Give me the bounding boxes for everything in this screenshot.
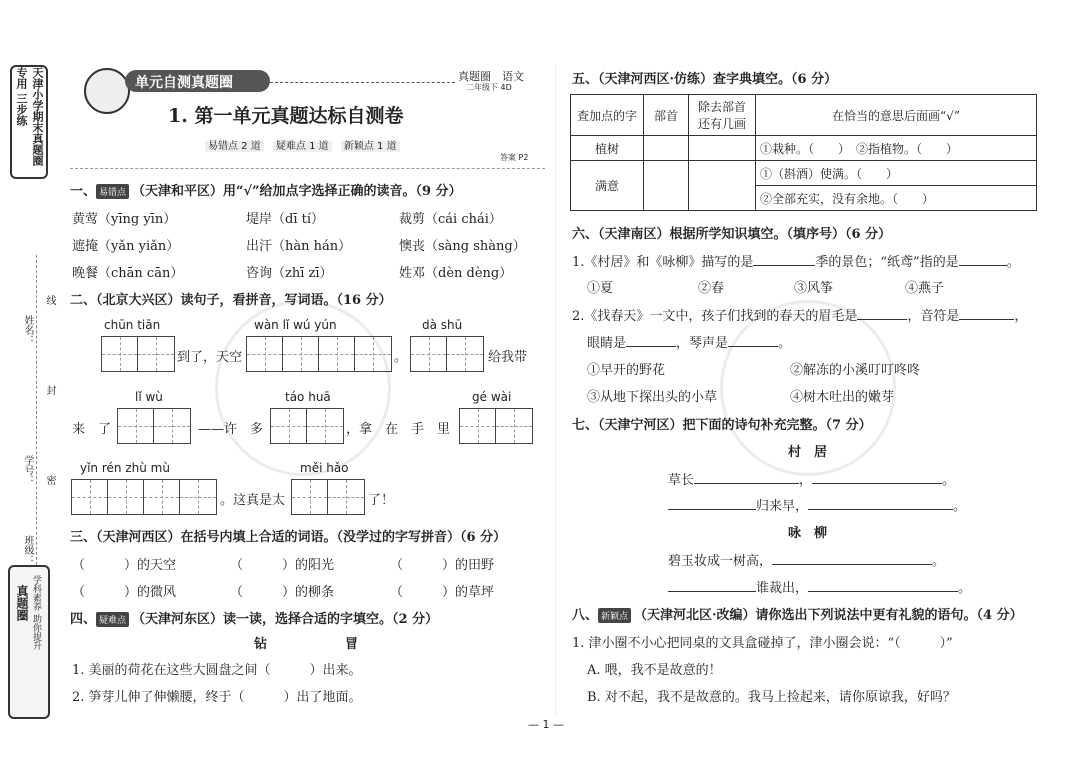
q5-table-wrap — [570, 94, 1037, 211]
q2-text: 来 了 — [72, 422, 112, 437]
q2-pinyin: wàn lǐ wú yún — [254, 318, 337, 332]
page-title: 1. 第一单元真题达标自测卷 — [168, 105, 404, 127]
tag-error: 易错点 — [96, 184, 129, 199]
page-number: — 1 — — [528, 718, 564, 731]
side-seal-seal: 封 — [44, 385, 55, 395]
side-bottom-vertical: 学科素养 助你提升 — [31, 575, 41, 650]
meta-hard: 疑难点 1 道 — [273, 141, 332, 152]
q7-prompt: 七、（天津宁河区）把下面的诗句补充完整。（7 分） — [572, 418, 872, 433]
q6-option[interactable]: ④燕子 — [905, 281, 945, 296]
meta-new: 新颖点 1 道 — [341, 141, 400, 152]
q3-item[interactable]: （ ）的微风 — [72, 585, 177, 600]
q8-option-b[interactable]: B. 对不起，我不是故意的。我马上捡起来，请你原谅我，好吗？ — [587, 690, 956, 705]
q2-text: 了！ — [368, 493, 395, 508]
tag-new: 新颖点 — [598, 608, 631, 623]
q2-pinyin: chūn tiān — [104, 318, 161, 332]
q5-option[interactable]: ②全部充实，没有余地。（ ） — [756, 186, 1037, 211]
q3-item[interactable]: （ ）的天空 — [72, 558, 177, 573]
header-mascot — [84, 68, 130, 114]
q5-radical-cell[interactable] — [644, 161, 689, 211]
blank[interactable] — [668, 591, 756, 592]
q1-item: 裁剪（cái chái） — [399, 212, 502, 227]
answer-grid[interactable] — [117, 408, 191, 444]
meta-error: 易错点 2 道 — [205, 141, 264, 152]
answer-grid[interactable] — [410, 336, 484, 372]
q6-option[interactable]: ②春 — [698, 281, 725, 296]
q5-option[interactable]: ①（斟酒）使满。（ ） — [756, 161, 1037, 186]
q1-item: 懊丧（sàng shàng） — [399, 239, 526, 254]
q6-option[interactable]: ③风筝 — [794, 281, 834, 296]
side-brand-vertical: 天津小学期末真题圈 专用 三步练 — [10, 65, 48, 179]
q2-text: 到了，天空 — [177, 350, 243, 365]
q5-radical-cell[interactable] — [644, 136, 689, 161]
q2-pinyin: yǐn rén zhù mù — [80, 461, 170, 475]
q6-option[interactable]: ②解冻的小溪叮叮咚咚 — [790, 363, 921, 378]
q1-prompt: 一、 易错点 （天津和平区）用“√”给加点字选择正确的读音。（9 分） — [70, 184, 462, 199]
side-seal-secret: 密 — [44, 475, 55, 485]
q2-text: 给我带 — [488, 350, 528, 365]
header-series: 真题圈 语文 — [458, 70, 524, 83]
q5-header: 查加点的字 — [571, 95, 644, 136]
q5-strokes-cell[interactable] — [689, 161, 756, 211]
q3-item[interactable]: （ ）的田野 — [390, 558, 495, 573]
dictionary-table — [570, 94, 1037, 211]
q1-item: 姓邓（dèn dèng） — [399, 266, 513, 281]
q5-option[interactable]: ①栽种。（ ） ②指植物。（ ） — [756, 136, 1037, 161]
q2-pinyin: gé wài — [472, 390, 512, 404]
q2-pinyin: měi hǎo — [300, 461, 349, 475]
q1-item: 咨询（zhī zī） — [246, 266, 333, 281]
poem-line: 碧玉妆成一树高， 。 — [668, 554, 946, 569]
answer-ref: 答案 P2 — [500, 153, 529, 162]
blank[interactable] — [959, 319, 1014, 320]
q5-word: 植树 — [571, 136, 644, 161]
q3-prompt: 三、（天津河西区）在括号内填上合适的词语。（没学过的字写拼音）（6 分） — [70, 530, 507, 545]
q1-item: 堤岸（dī tí） — [246, 212, 324, 227]
blank[interactable] — [668, 509, 756, 510]
side-dashed-line — [36, 255, 37, 585]
q1-item: 遮掩（yǎn yiǎn） — [72, 239, 180, 254]
poem-line: 草长 ， 。 — [668, 473, 956, 488]
q2-text: 。这真是太 — [220, 493, 286, 508]
answer-grid[interactable] — [270, 408, 344, 444]
header-divider — [70, 168, 545, 169]
q5-header: 在恰当的意思后面画“√” — [756, 95, 1037, 136]
q6-sentence: 1.《村居》和《咏柳》描写的是 季的景色；“纸鸢”指的是 。 — [572, 255, 1020, 270]
blank[interactable] — [728, 346, 778, 347]
header-grade: 二年级下 4D — [466, 83, 512, 92]
q6-option[interactable]: ④树木吐出的嫩芽 — [790, 390, 895, 405]
blank[interactable] — [753, 265, 815, 266]
blank[interactable] — [626, 346, 676, 347]
q6-sentence: 2.《找春天》一文中，孩子们找到的春天的眉毛是 ，音符是 ， — [572, 309, 1028, 324]
q2-text: ，拿 在 手 里 — [346, 422, 451, 437]
tag-hard: 疑难点 — [96, 612, 129, 627]
q6-option[interactable]: ③从地下探出头的小草 — [587, 390, 718, 405]
blank[interactable] — [772, 564, 932, 565]
q2-pinyin: lǐ wù — [135, 390, 163, 404]
q1-item: 晚餐（chān cān） — [72, 266, 184, 281]
blank[interactable] — [959, 265, 1007, 266]
q3-item[interactable]: （ ）的阳光 — [230, 558, 335, 573]
q4-chars: 钻 冒 — [254, 637, 359, 652]
side-seal-line: 线 — [44, 295, 55, 305]
q4-prompt: 四、 疑难点 （天津河东区）读一读，选择合适的字填空。（2 分） — [70, 612, 439, 627]
q6-prompt: 六、（天津南区）根据所学知识填空。（填序号）（6 分） — [572, 227, 892, 242]
q3-item[interactable]: （ ）的柳条 — [230, 585, 335, 600]
poem1-title: 村 居 — [788, 445, 828, 460]
q2-pinyin: dà shū — [422, 318, 463, 332]
q5-prompt: 五、（天津河西区·仿练）查字典填空。（6 分） — [572, 72, 838, 87]
q5-header: 除去部首还有几画 — [689, 95, 756, 136]
answer-grid[interactable] — [459, 408, 533, 444]
header-banner-text: 单元自测真题圈 — [135, 75, 233, 91]
blank[interactable] — [808, 509, 953, 510]
blank[interactable] — [808, 591, 958, 592]
q1-item: 出汗（hàn hán） — [246, 239, 352, 254]
poem-line: 归来早， 。 — [668, 495, 966, 514]
q1-item: 黄莺（yīng yīn） — [72, 212, 177, 227]
side-bottom-brand-text: 真题圈 — [15, 585, 29, 621]
column-divider — [555, 65, 556, 715]
q8-option-a[interactable]: A. 喂，我不是故意的！ — [587, 663, 722, 678]
header-rule — [270, 82, 455, 83]
q3-item[interactable]: （ ）的草坪 — [390, 585, 495, 600]
q2-text: ——许 多 — [198, 422, 264, 437]
answer-grid[interactable] — [101, 336, 175, 372]
side-strip — [0, 55, 55, 715]
answer-grid[interactable] — [71, 479, 217, 515]
side-class-label: 班级： — [22, 535, 33, 565]
q5-strokes-cell[interactable] — [689, 136, 756, 161]
blank[interactable] — [857, 319, 907, 320]
q5-word: 满意 — [571, 161, 644, 211]
q6-option[interactable]: ①夏 — [587, 281, 614, 296]
q8-sentence[interactable]: 1. 津小圈不小心把同桌的文具盒碰掉了，津小圈会说：“（ ）” — [572, 636, 953, 651]
side-name-label: 姓名： — [22, 315, 33, 345]
q2-prompt: 二、（北京大兴区）读句子，看拼音，写词语。（16 分） — [70, 293, 392, 308]
blank[interactable] — [694, 483, 799, 484]
q6-sentence: 眼睛是 ，琴声是 。 — [587, 336, 792, 351]
q8-prompt: 八、 新颖点 （天津河北区·改编）请你选出下列说法中更有礼貌的语句。（4 分） — [572, 608, 1023, 623]
q5-header: 部首 — [644, 95, 689, 136]
poem-line: 谁裁出， 。 — [668, 577, 971, 596]
answer-grid[interactable] — [291, 479, 365, 515]
blank[interactable] — [812, 483, 942, 484]
q2-text: 。 — [394, 350, 408, 365]
q6-option[interactable]: ①早开的野花 — [587, 363, 666, 378]
q2-pinyin: táo huā — [285, 390, 331, 404]
side-id-label: 学号： — [22, 455, 33, 485]
q4-sentence[interactable]: 1. 美丽的荷花在这些大圆盘之间（ ）出来。 — [72, 663, 362, 678]
poem2-title: 咏 柳 — [788, 526, 828, 541]
header-meta — [205, 137, 400, 152]
q4-sentence[interactable]: 2. 笋芽儿伸了伸懒腰，终于（ ）出了地面。 — [72, 690, 362, 705]
answer-grid[interactable] — [246, 336, 392, 372]
